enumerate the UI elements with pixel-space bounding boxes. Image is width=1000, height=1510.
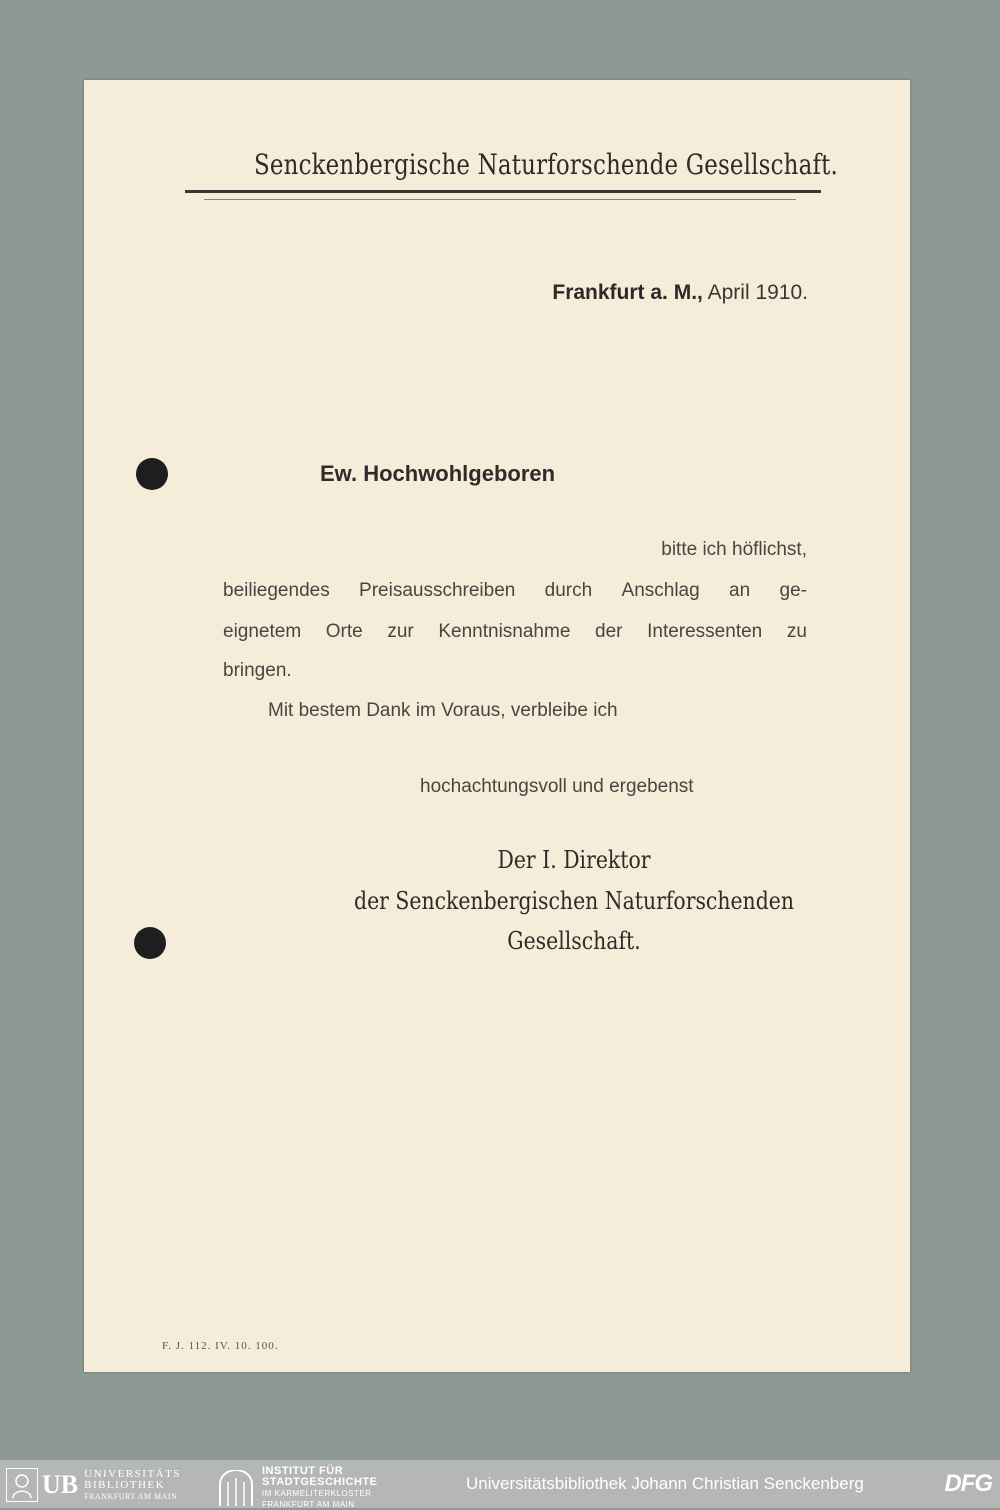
body-line-1 [223,539,807,561]
word: Interessenten [647,621,763,642]
ub-text [84,1469,181,1502]
word: Anschlag [621,580,700,601]
letter-page [84,80,910,1372]
institute-text [262,1466,377,1510]
salutation: Ew. Hochwohlgeboren [320,461,556,486]
footer-bar [0,1460,1000,1508]
word: an [729,580,751,601]
body-line-3 [223,621,807,643]
institute-logo[interactable] [216,1466,377,1510]
word: der [595,621,623,642]
print-code: F. J. 112. IV. 10. 100. [162,1340,279,1352]
letterhead-rule-thick [185,190,821,193]
punch-hole-top [136,458,168,490]
arch-icon [216,1470,256,1506]
dateline [552,281,808,305]
institute-line-4: FRANKFURT AM MAIN [262,1500,355,1509]
body-line-4: bringen. [223,660,292,681]
signature-organization: der Senckenbergischen Naturforschenden [354,887,794,915]
word: Kenntnisnahme [438,621,571,642]
signature-organization-end: Gesellschaft. [507,927,641,955]
word: durch [544,580,593,601]
word: zur [387,621,414,642]
word: ge- [779,580,807,601]
signature-title: Der I. Direktor [497,846,651,874]
ub-letters: UB [42,1470,79,1499]
body-line-1-text: bitte ich höflichst, [661,539,807,560]
ub-line-3: FRANKFURT AM MAIN [84,1491,178,1501]
bust-icon [6,1468,38,1502]
letterhead-title: Senckenbergische Naturforschende Gesellschaft. [253,148,838,181]
letter-date: April 1910. [707,281,808,304]
closing-line: Mit bestem Dank im Voraus, verbleibe ich [268,700,618,721]
word: Preisausschreiben [359,580,516,601]
word: beiliegendes [223,580,330,601]
place-name: Frankfurt a. M., [552,281,703,304]
institute-line-3: IM KARMELITERKLOSTER [262,1489,372,1498]
ub-line-2: BIBLIOTHEK [84,1478,166,1491]
word: Orte [325,621,363,642]
complimentary-close: hochachtungsvoll und ergebenst [420,776,694,797]
ub-line-1: UNIVERSITÄTS [84,1467,181,1480]
footer-caption: Universitätsbibliothek Johann Christian Senckenberg [466,1474,864,1493]
word: zu [786,621,807,642]
word: eignetem [223,621,302,642]
letterhead-rule-thin [204,199,796,200]
institute-line-2: STADTGESCHICHTE [262,1476,378,1488]
punch-hole-bottom [134,927,166,959]
dfg-logo[interactable]: DFG [944,1470,992,1497]
ub-logo[interactable] [6,1468,181,1502]
institute-line-1: INSTITUT FÜR [262,1465,344,1477]
body-line-2 [223,580,807,602]
